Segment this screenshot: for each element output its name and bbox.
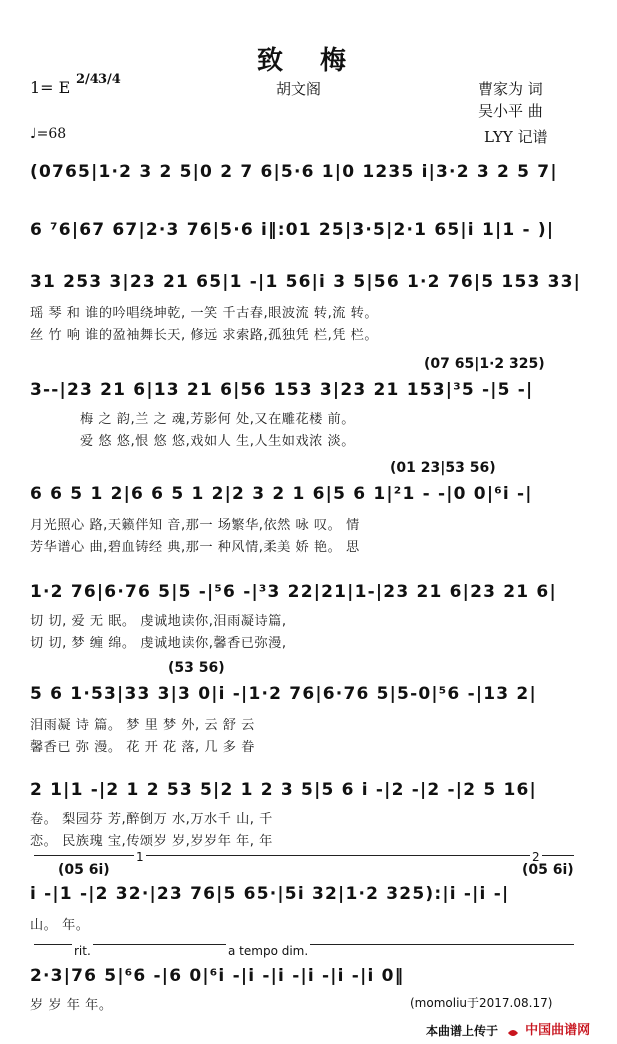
lyrics-line-3-verse-2: 丝 竹 响 谁的盈袖舞长天, 修远 求索路,孤独凭 栏,凭 栏。 bbox=[30, 328, 379, 343]
score-line-3: 31 253 3|23 21 65|1 -|1 56|i 3 5|56 1·2 76|5 153 33| bbox=[30, 272, 582, 292]
lyrics-line-5-verse-1: 月光照心 路,天籁伴知 音,那一 场繁华,依然 咏 叹。 情 bbox=[30, 518, 360, 533]
lyrics-line-7-verse-1: 泪雨凝 诗 篇。 梦 里 梦 外, 云 舒 云 bbox=[30, 718, 255, 733]
lyrics-line-3-verse-1: 瑶 琴 和 谁的吟唱绕坤乾, 一笑 千古春,眼波流 转,流 转。 bbox=[30, 306, 379, 321]
score-line-7: 5 6 1·53|33 3|3 0|i -|1·2 76|6·76 5|5-0|⁵6 -|13 2| bbox=[30, 684, 537, 704]
lyrics-line-7-verse-2: 馨香已 弥 漫。 花 开 花 落, 几 多 眷 bbox=[30, 740, 255, 755]
intro-phrase-line-7: (53 56) bbox=[168, 660, 225, 676]
time-signature-1: 2/4 bbox=[76, 72, 99, 87]
transcriber: LYY 记谱 bbox=[484, 128, 548, 146]
score-title: 致 梅 bbox=[256, 46, 361, 76]
score-line-6: 1·2 76|6·76 5|5 -|⁵6 -|³3 22|21|1-|23 21 6|23 21 6| bbox=[30, 582, 557, 602]
volta-2-label: 2 bbox=[532, 850, 540, 864]
score-line-1: (0765|1·2 3 2 5|0 2 7 6|5·6 1|0 1235 i|3·2 3 2 5 7| bbox=[30, 162, 558, 182]
composer: 吴小平 曲 bbox=[478, 102, 543, 120]
rit-marking: rit. bbox=[74, 944, 91, 958]
footer-brand: 中国曲谱网 bbox=[525, 1023, 591, 1038]
score-line-8: 2 1|1 -|2 1 2 53 5|2 1 2 3 5|5 6 i -|2 -|2 -|2 5 16| bbox=[30, 780, 537, 800]
transcription-credit: (momoliu于2017.08.17) bbox=[410, 996, 553, 1010]
lyrics-line-4-verse-2: 爱 悠 悠,恨 悠 悠,戏如人 生,人生如戏浓 淡。 bbox=[80, 434, 355, 449]
volta-1-label: 1 bbox=[136, 850, 144, 864]
score-line-10: 2·3|76 5|⁶6 -|6 0|⁶i -|i -|i -|i -|i -|i 0‖ bbox=[30, 966, 405, 986]
lyrics-line-10-verse-1: 岁 岁 年 年。 bbox=[30, 998, 113, 1013]
lyrics-line-5-verse-2: 芳华谱心 曲,碧血铸经 典,那一 种风情,柔美 娇 艳。 思 bbox=[30, 540, 360, 555]
key-signature: 1= E bbox=[30, 78, 71, 97]
score-line-5: 6 6 5 1 2|6 6 5 1 2|2 3 2 1 6|5 6 1|²1 - -|0 0|⁶i -| bbox=[30, 484, 533, 504]
lyricist: 曹家为 词 bbox=[478, 80, 543, 98]
lyrics-line-6-verse-1: 切 切, 爱 无 眠。 虔诚地读你,泪雨凝诗篇, bbox=[30, 614, 287, 629]
tempo-dim-marking: a tempo dim. bbox=[228, 944, 309, 958]
lyrics-line-6-verse-2: 切 切, 梦 缠 绵。 虔诚地读你,馨香已弥漫, bbox=[30, 636, 287, 651]
intro-phrase-line-9: (05 6i) bbox=[58, 862, 110, 878]
score-line-9: i -|1 -|2 32·|23 76|5 65·|5i 32|1·2 325):|i -|i -| bbox=[30, 884, 510, 904]
lyrics-line-9-verse-1: 山。 年。 bbox=[30, 918, 90, 933]
footer-logo[interactable] bbox=[506, 1019, 590, 1038]
volta-bracket bbox=[34, 855, 574, 856]
time-signature-2: 3/4 bbox=[98, 72, 121, 87]
footer-upload-text: 本曲谱上传于 bbox=[426, 1024, 499, 1038]
score-line-2: 6 ⁷6|67 67|2·3 76|5·6 i‖:01 25|3·5|2·1 65|i 1|1 - )| bbox=[30, 220, 555, 240]
intro-phrase-line-5: (01 23|53 56) bbox=[390, 460, 496, 476]
lyrics-line-8-verse-2: 恋。 民族瑰 宝,传颂岁 岁,岁岁年 年, 年 bbox=[30, 834, 273, 849]
lyrics-line-4-verse-1: 梅 之 韵,兰 之 魂,芳影何 处,又在雕花楼 前。 bbox=[80, 412, 355, 427]
intro-phrase-line-4: (07 65|1·2 325) bbox=[424, 356, 545, 372]
intro-phrase-line-9-ending: (05 6i) bbox=[522, 862, 574, 878]
singer: 胡文阁 bbox=[276, 80, 322, 98]
tempo-marking: ♩=68 bbox=[30, 126, 67, 142]
score-line-4: 3--|23 21 6|13 21 6|56 153 3|23 21 153|³5 -|5 -| bbox=[30, 380, 534, 400]
brand-logo-icon bbox=[506, 1024, 520, 1036]
lyrics-line-8-verse-1: 卷。 梨园芬 芳,醉倒万 水,万水千 山, 千 bbox=[30, 812, 273, 827]
